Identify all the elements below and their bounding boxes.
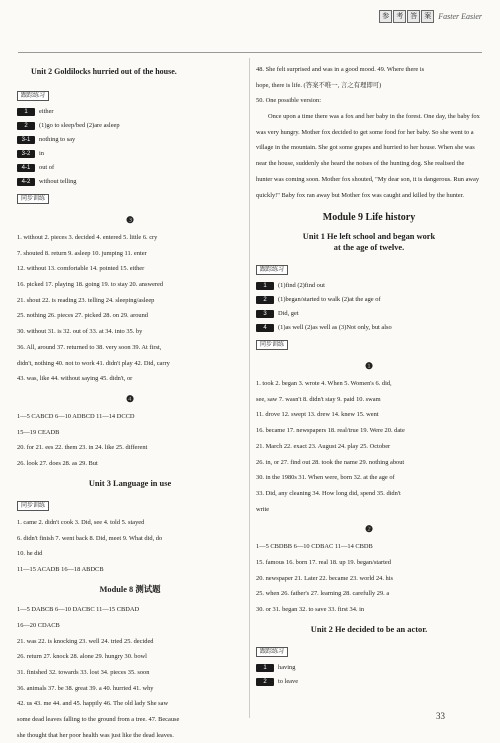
list-item [17,133,243,147]
answer-line: 1. took 2. began 3. wrote 4. When 5. Women's 6. did, [256,380,392,388]
column-divider [249,58,250,718]
answer-line: 16—20 CDACB [17,621,60,629]
list-item [17,119,243,133]
answer-line: 1. came 2. didn't cook 3. Did, see 4. told 5. stayed [17,519,145,527]
tag-tongbu: 同步训练 [256,340,288,350]
module8-title: Module 8 测试题 [99,584,161,594]
item-badge: 2 [256,678,274,686]
item-badge: 3-1 [17,136,35,144]
left-column [17,62,243,743]
item-badge: 2 [256,296,274,304]
item-text: having [278,663,296,671]
brand-logo [379,10,482,23]
section-2-label: ❷ [364,524,374,535]
answer-line: 1. without 2. pieces 3. decided 4. entered 5. little 6. cry [17,234,158,241]
answer-line: 16. became 17. newspapers 18. real/true 19. Were 20. date [256,427,405,435]
answer-line: 15. famous 16. born 17. real 18. up 19. began/started [256,558,391,566]
brand-char: 答 [407,10,420,23]
item-badge: 1 [17,108,35,116]
tag-tongbu: 同步训练 [17,501,49,511]
list-item [17,105,243,119]
answer-line: 25. nothing 26. pieces 27. picked 28. on 29. around [17,312,148,320]
item-badge: 1 [256,664,274,672]
answer-line: 11. drove 12. swept 13. drew 14. knew 15. went [256,411,379,419]
header-rule [18,52,482,53]
unit1-title-line2: at the age of twelve. [333,242,405,252]
answer-line: 30. without 31. is 32. out of 33. at 34. into 35. by [17,328,143,336]
answer-line: 12. without 13. comfortable 14. pointed 15. either [17,265,145,273]
right-column [256,62,482,689]
tag-genzong: 跟踪练习 [256,647,288,657]
list-item [17,175,243,189]
section-3-label: ❸ [125,215,135,225]
unit1-title: Unit 1 He left school and began work [302,232,436,242]
tag-genzong: 跟踪练习 [17,91,49,101]
answer-line: write [256,505,270,513]
story-paragraph: Once upon a time there was a fox and her baby in the forest. One day, the baby fox was very hungry. Mother fox decided to get some food for her baby. So she went to a village in the mountain. She got some grapes and hurried to her house. When she was near the house, suddenly she heard the noises of the hunting dog. She realised the hunter was coming soon. Mother fox shouted, "My dear son, it is dangerous. Run away quickly!" Baby fox ran away but Mother fox was caught and killed by the hunter. [256,113,480,199]
item-text: (1)as well (2)as well as (3)Not only, but also [278,323,392,331]
item-badge: 4 [256,324,274,332]
item-text: in [39,149,44,157]
answer-line: 6. didn't finish 7. went back 8. Did, meet 9. What did, do [17,534,163,542]
answer-line: 15—19 CEADB [17,428,60,436]
answer-line: hope, there is life. (答案不唯一, 言之有理即可) [256,81,382,89]
list-item [17,147,243,161]
answer-key-label [379,10,434,23]
item-text: without telling [39,177,77,185]
item-badge: 4-1 [17,164,35,172]
answer-line: she thought that her poor health was just like the dead leaves. [17,731,174,739]
brand-char: 考 [393,10,406,23]
answer-line: 20. newspaper 21. Later 22. became 23. world 24. his [256,574,394,582]
answer-line: 16. picked 17. playing 18. going 19. to stay 20. answered [17,281,164,289]
answer-line: 42. us 43. me 44. and 45. happily 46. The old lady She saw [17,700,169,708]
item-text: either [39,107,54,115]
answer-line: 50. One possible version: [256,97,321,105]
unit2-title: Unit 2 Goldilocks hurried out of the house. [31,67,177,76]
answer-line: 25. when 26. father's 27. learning 28. carefully 29. a [256,590,390,598]
item-text: to leave [278,677,299,685]
item-badge: 3-2 [17,150,35,158]
answer-line: didn't, nothing 40. not to work 41. didn't play 42. Did, carry [17,359,170,367]
answer-line: 7. shouted 8. return 9. asleep 10. jumping 11. enter [17,249,147,257]
answer-line: 21. shout 22. is reading 23. telling 24. sleeping/asleep [17,296,155,304]
section-1-label: ❶ [364,361,374,372]
item-badge: 2 [17,122,35,130]
tag-genzong: 跟踪练习 [256,265,288,275]
answer-line: 1—5 DABCB 6—10 DACBC 11—15 CBDAD [17,606,140,614]
unit3-title: Unit 3 Language in use [88,478,172,488]
answer-line: 26. look 27. does 28. as 29. But [17,459,98,467]
answer-line: 26. return 27. knock 28. alone 29. hungry 30. bowl [17,653,147,661]
answer-line: 20. for 21. ees 22. them 23. in 24. like 25. different [17,444,148,452]
tag-tongbu: 同步训练 [17,194,49,204]
page-number: 33 [436,711,445,721]
item-text: out of [39,163,55,171]
answer-line: 11—15 ACADB 16—18 ABDCB [17,566,104,574]
item-text: (1)find (2)find out [278,281,325,289]
list-item [256,661,482,675]
item-text: Did, get [278,309,299,317]
unit2-title: Unit 2 He decided to be an actor. [310,624,428,634]
answer-line: some dead leaves falling to the ground from a tree. 47. Because [17,716,180,723]
list-item [256,279,482,293]
answer-line: 36. All, around 37. returned to 38. very soon 39. At first, [17,343,162,351]
answer-line: 1—5 CBDBB 6—10 CDBAC 11—14 CBDB [256,543,373,551]
list-item [256,675,482,689]
answer-line: 48. She felt surprised and was in a good mood. 49. Where there is [256,66,425,73]
answer-line: 21. was 22. is knocking 23. well 24. tried 25. decided [17,637,154,645]
brand-char: 案 [421,10,434,23]
page-header [0,0,500,56]
item-badge: 3 [256,310,274,318]
answer-line: 21. March 22. exact 23. August 24. play 25. October [256,442,391,450]
list-item [256,321,482,335]
list-item [256,293,482,307]
answer-line: 43. was, like 44. without saying 45. didn't, or [17,375,133,383]
brand-script: Faster Easier [438,11,482,21]
answer-line: 30. in the 1980s 31. When were, born 32. at the age of [256,474,395,482]
answer-line: 26. in, or 27. find out 28. took the name 29. nothing about [256,458,405,466]
list-item [256,307,482,321]
answer-line: 30. or 31. began 32. to save 33. first 34. in [256,606,365,614]
item-text: nothing to say [39,135,76,143]
item-text: (1)go to sleep/bed (2)are asleep [39,121,120,129]
answer-line: 31. finished 32. towards 33. lost 34. pieces 35. soon [17,668,150,676]
list-item [17,161,243,175]
answer-line: 1—5 CABCD 6—10 ADBCD 11—14 DCCD [17,412,135,420]
module9-title: Module 9 Life history [322,212,416,224]
answer-line: see, saw 7. wasn't 8. didn't stay 9. paid 10. swam [256,395,381,403]
brand-char: 参 [379,10,392,23]
item-badge: 4-2 [17,178,35,186]
section-4-label: ❹ [125,393,135,404]
answer-line: 10. he did [17,550,43,558]
item-text: (1)began/started to walk (2)at the age of [278,295,381,303]
answer-line: 33. Did, any cleaning 34. How long did, spend 35. didn't [256,489,401,497]
answer-line: 36. animals 37. be 38. great 39. a 40. hurried 41. why [17,684,154,692]
item-badge: 1 [256,282,274,290]
